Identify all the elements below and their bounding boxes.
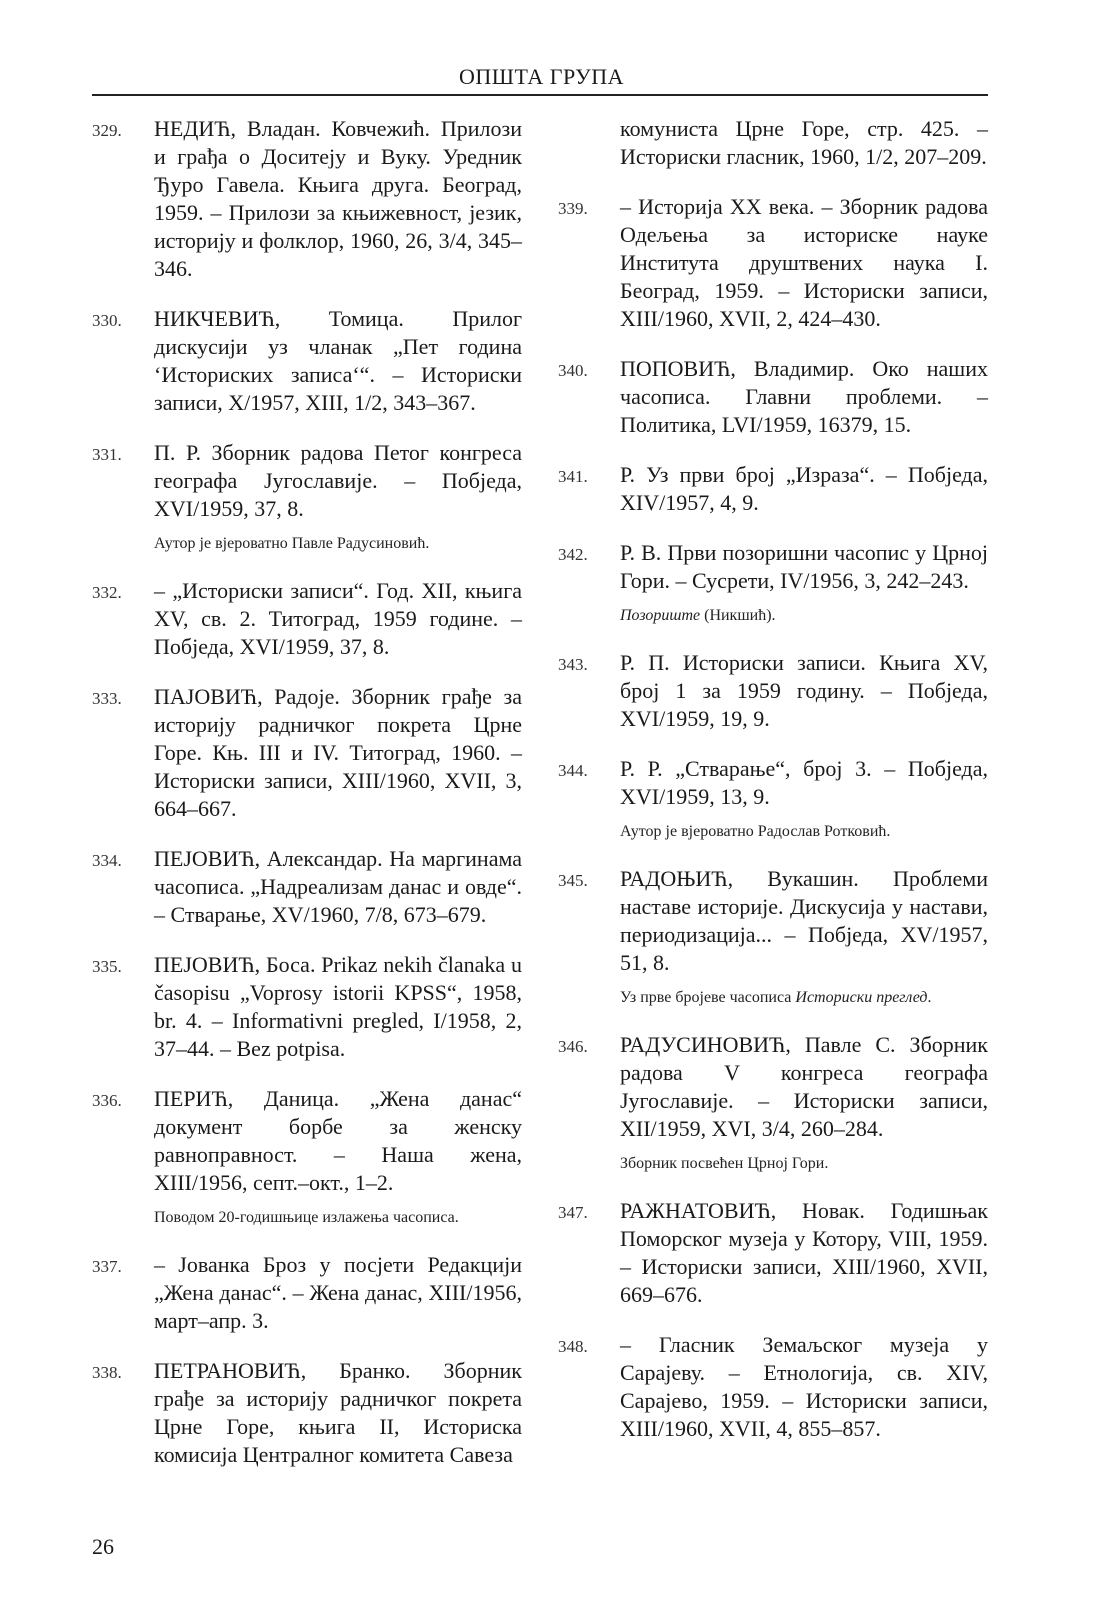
note-italic-title: Позориште [620, 607, 701, 624]
entry-number: 348. [558, 1337, 588, 1356]
entry-note [620, 987, 988, 1009]
entry-text: – Јованка Броз у посјети Редакцији „Жена данас“. – Жена данас, XIII/1956, март–апр. 3. [154, 1252, 522, 1333]
entry-text: ПЕЈОВИЋ, Боса. Prikaz nekih članaka u časopisu „Voprosy istorii KPSS“, 1958, br. 4. – Informativni pregled, I/1958, 2, 37–44. – Bez potpisa. [154, 952, 522, 1061]
note-text: . [927, 989, 932, 1006]
entry-text: ПЕРИЋ, Даница. „Жена данас“ документ борбе за женску равноправност. – Наша жена, XIII/1956, септ.–окт., 1–2. [154, 1086, 522, 1195]
entry-number: 341. [558, 467, 588, 486]
bibliography-entry [92, 1357, 522, 1469]
entry-text: НИКЧЕВИЋ, Томица. Прилог дискусији уз чланак „Пет година ‘Историских записа‘“. – Историски записи, X/1957, XIII, 1/2, 343–367. [154, 306, 522, 415]
bibliography-entry [92, 845, 522, 929]
entry-text: Р. Уз први број „Израза“. – Побједа, XIV/1957, 4, 9. [620, 462, 988, 515]
entry-text: РАДУСИНОВИЋ, Павле С. Зборник радова V конгреса географа Југославије. – Историски записи, XII/1959, XVI, 3/4, 260–284. [620, 1032, 988, 1141]
entry-number: 334. [92, 851, 122, 870]
entry-text: ПОПОВИЋ, Владимир. Око наших часописа. Главни проблеми. – Политика, LVI/1959, 16379, 15. [620, 356, 988, 437]
entry-number: 346. [558, 1037, 588, 1056]
entry-number: 331. [92, 445, 122, 464]
bibliography-entry [558, 193, 988, 333]
entry-text: – Гласник Земаљског музеја у Сарајеву. – Етнологија, св. XIV, Сарајево, 1959. – Историски записи, XIII/1960, XVII, 4, 855–857. [620, 1332, 988, 1441]
entry-text: ПЕТРАНОВИЋ, Бранко. Зборник грађе за историју радничког покрета Црне Горе, књига II, Историска комисија Централног комитета Савеза [154, 1358, 522, 1467]
entry-text: НЕДИЋ, Владан. Ковчежић. Прилози и грађа о Доситеју и Вуку. Уредник Ђуро Гавела. Књига друга. Београд, 1959. – Прилози за књижевност, језик, историју и фолклор, 1960, 26, 3/4, 345–346. [154, 116, 522, 281]
entry-text: ПЕЈОВИЋ, Александар. На маргинама часописа. „Надреализам данас и овде“. – Стварање, XV/1960, 7/8, 673–679. [154, 846, 522, 927]
section-title: ОПШТА ГРУПА [459, 64, 624, 89]
entry-number: 337. [92, 1257, 122, 1276]
note-italic-title: Историски преглед [795, 989, 928, 1006]
page-header [92, 58, 988, 96]
bibliography-entry [558, 461, 988, 517]
bibliography-entry [92, 115, 522, 283]
note-text: (Никшић). [700, 607, 776, 624]
bibliography-entry [558, 539, 988, 627]
bibliography-entry [92, 683, 522, 823]
entry-number: 343. [558, 655, 588, 674]
entry-note: Аутор је вјероватно Радослав Ротковић. [620, 823, 891, 840]
left-column [92, 115, 522, 1491]
bibliography-entry [92, 1251, 522, 1335]
entry-number: 338. [92, 1363, 122, 1382]
entry-text: РАЖНАТОВИЋ, Новак. Годишњак Поморског музеја у Котору, VIII, 1959. – Историски записи, XIII/1960, XVII, 669–676. [620, 1198, 988, 1307]
entry-number: 347. [558, 1203, 588, 1222]
entry-number: 333. [92, 689, 122, 708]
bibliography-entry [558, 865, 988, 1009]
bibliography-entry [558, 755, 988, 843]
entry-number: 344. [558, 761, 588, 780]
bibliography-entry [558, 1031, 988, 1175]
entry-number: 335. [92, 957, 122, 976]
note-prefix: Уз прве бројеве часописа [620, 989, 796, 1006]
entry-text: Р. Р. „Стварање“, број 3. – Побједа, XVI/1959, 13, 9. [620, 756, 988, 809]
page-number: 26 [92, 1534, 114, 1559]
entry-number: 345. [558, 871, 588, 890]
entry-note: Аутор је вјероватно Павле Радусиновић. [154, 535, 430, 552]
entry-text: ПАЈОВИЋ, Радоје. Зборник грађе за историју радничког покрета Црне Горе. Књ. III и IV. Титоград, 1960. – Историски записи, XIII/1960, XVII, 3, 664–667. [154, 684, 522, 821]
entry-number: 332. [92, 583, 122, 602]
bibliography-entry [558, 1331, 988, 1443]
entry-text: Р. В. Први позоришни часопис у Црној Гори. – Сусрети, IV/1956, 3, 242–243. [620, 540, 988, 593]
bibliography-entry [92, 305, 522, 417]
bibliography-entry [558, 1197, 988, 1309]
entry-note [620, 605, 988, 627]
entry-text: – Историја XX века. – Зборник радова Одељења за историске науке Института друштвених наука I. Београд, 1959. – Историски записи, XIII/1960, XVII, 2, 424–430. [620, 194, 988, 331]
entry-note: Поводом 20-годишњице излажења часописа. [154, 1209, 459, 1226]
entry-text: П. Р. Зборник радова Петог конгреса географа Југославије. – Побједа, XVI/1959, 37, 8. [154, 440, 522, 521]
entry-number: 330. [92, 311, 122, 330]
entry-number: 342. [558, 545, 588, 564]
bibliography-entry [92, 951, 522, 1063]
entry-text: – „Историски записи“. Год. XII, књига XV, св. 2. Титоград, 1959 године. – Побједа, XVI/1959, 37, 8. [154, 578, 522, 659]
bibliography-entry [92, 577, 522, 661]
entry-text: Р. П. Историски записи. Књига XV, број 1 за 1959 годину. – Побједа, XVI/1959, 19, 9. [620, 650, 988, 731]
entry-note: Зборник посвећен Црној Гори. [620, 1155, 829, 1172]
right-column [558, 115, 988, 1465]
entry-number: 329. [92, 121, 122, 140]
bibliography-entry [92, 1085, 522, 1229]
entry-number: 339. [558, 199, 588, 218]
bibliography-entry [558, 649, 988, 733]
entry-number: 340. [558, 361, 588, 380]
bibliography-entry [92, 439, 522, 555]
entry-text: РАДОЊИЋ, Вукашин. Проблеми наставе историје. Дискусија у настави, периодизација... – Побједа, XV/1957, 51, 8. [620, 866, 988, 975]
entry-number: 336. [92, 1091, 122, 1110]
bibliography-entry [558, 355, 988, 439]
entry-continuation: комуниста Црне Горе, стр. 425. – Историски гласник, 1960, 1/2, 207–209. [620, 116, 988, 169]
